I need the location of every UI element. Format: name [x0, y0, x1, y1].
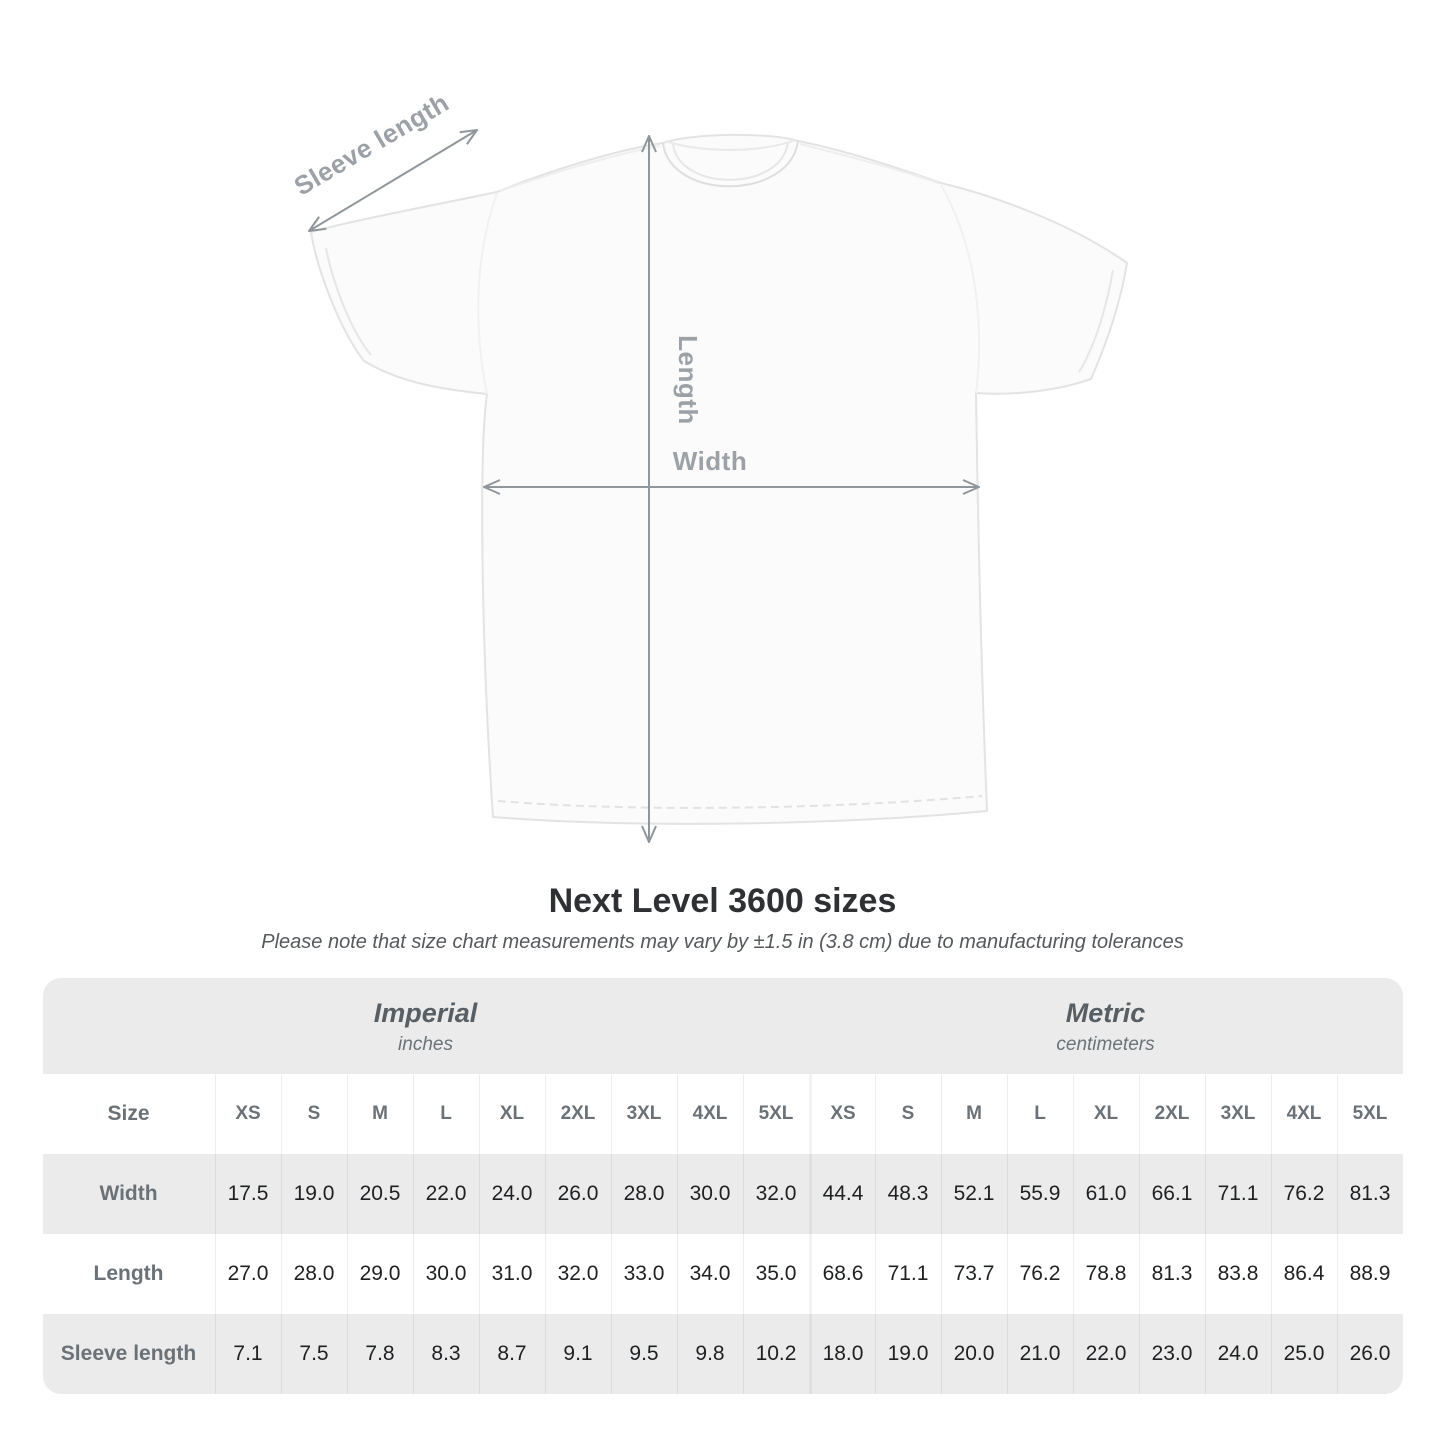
imperial-value-cell: 32.0 — [743, 1154, 809, 1234]
width-row — [43, 1154, 1403, 1234]
imperial-value-cell: 7.1 — [215, 1314, 281, 1394]
size-column-header: XL — [479, 1074, 545, 1154]
row-label-sleeve-length: Sleeve length — [60, 1342, 197, 1365]
metric-value-cell: 66.1 — [1139, 1154, 1205, 1234]
imperial-value-cell: 29.0 — [347, 1234, 413, 1314]
metric-value-cell: 71.1 — [875, 1234, 941, 1314]
metric-value-cell: 78.8 — [1073, 1234, 1139, 1314]
metric-value-cell: 76.2 — [1007, 1234, 1073, 1314]
sleeve-length-label: Sleeve length — [288, 87, 455, 202]
metric-value-cell: 81.3 — [1337, 1154, 1403, 1234]
metric-value-cell: 61.0 — [1073, 1154, 1139, 1234]
metric-value-cell: 48.3 — [875, 1154, 941, 1234]
imperial-value-cell: 24.0 — [479, 1154, 545, 1234]
units-header-band — [43, 978, 1403, 1074]
size-column-header: 4XL — [677, 1074, 743, 1154]
metric-value-cell: 44.4 — [809, 1154, 875, 1234]
size-column-header: L — [413, 1074, 479, 1154]
size-column-header: XL — [1073, 1074, 1139, 1154]
size-table — [43, 978, 1403, 1394]
metric-value-cell: 21.0 — [1007, 1314, 1073, 1394]
length-row — [43, 1234, 1403, 1314]
metric-value-cell: 88.9 — [1337, 1234, 1403, 1314]
size-column-header: 3XL — [611, 1074, 677, 1154]
size-column-header: 5XL — [1337, 1074, 1403, 1154]
metric-value-cell: 76.2 — [1271, 1154, 1337, 1234]
size-column-header: M — [941, 1074, 1007, 1154]
size-column-header: XS — [809, 1074, 875, 1154]
metric-value-cell: 19.0 — [875, 1314, 941, 1394]
imperial-value-cell: 8.7 — [479, 1314, 545, 1394]
imperial-value-cell: 33.0 — [611, 1234, 677, 1314]
size-column-header: L — [1007, 1074, 1073, 1154]
imperial-section-header — [43, 978, 809, 1074]
metric-value-cell: 73.7 — [941, 1234, 1007, 1314]
imperial-value-cell: 31.0 — [479, 1234, 545, 1314]
size-column-header: 2XL — [1139, 1074, 1205, 1154]
imperial-value-cell: 9.5 — [611, 1314, 677, 1394]
metric-value-cell: 25.0 — [1271, 1314, 1337, 1394]
metric-value-cell: 52.1 — [941, 1154, 1007, 1234]
imperial-value-cell: 9.1 — [545, 1314, 611, 1394]
metric-value-cell: 18.0 — [809, 1314, 875, 1394]
size-column-header: S — [281, 1074, 347, 1154]
imperial-value-cell: 7.5 — [281, 1314, 347, 1394]
size-column-header: XS — [215, 1074, 281, 1154]
metric-value-cell: 68.6 — [809, 1234, 875, 1314]
imperial-value-cell: 19.0 — [281, 1154, 347, 1234]
row-label-width: Width — [99, 1182, 158, 1205]
imperial-value-cell: 30.0 — [413, 1234, 479, 1314]
metric-value-cell: 20.0 — [941, 1314, 1007, 1394]
size-header-row — [43, 1074, 1403, 1154]
row-label-length: Length — [93, 1262, 164, 1285]
tshirt-graphic — [311, 135, 1127, 824]
size-column-header: 5XL — [743, 1074, 809, 1154]
size-column-header: 4XL — [1271, 1074, 1337, 1154]
metric-unit: centimeters — [1056, 1034, 1155, 1055]
metric-value-cell: 55.9 — [1007, 1154, 1073, 1234]
width-label: Width — [672, 446, 748, 476]
size-column-header: 3XL — [1205, 1074, 1271, 1154]
metric-value-cell: 86.4 — [1271, 1234, 1337, 1314]
imperial-value-cell: 30.0 — [677, 1154, 743, 1234]
metric-value-cell: 24.0 — [1205, 1314, 1271, 1394]
imperial-unit: inches — [398, 1034, 453, 1055]
imperial-value-cell: 20.5 — [347, 1154, 413, 1234]
sleeve-length-row — [43, 1314, 1403, 1394]
tshirt-body — [311, 135, 1127, 824]
page-title: Next Level 3600 sizes — [548, 882, 897, 920]
imperial-value-cell: 28.0 — [611, 1154, 677, 1234]
metric-value-cell: 83.8 — [1205, 1234, 1271, 1314]
metric-value-cell: 26.0 — [1337, 1314, 1403, 1394]
imperial-title: Imperial — [373, 998, 478, 1028]
metric-value-cell: 81.3 — [1139, 1234, 1205, 1314]
imperial-value-cell: 9.8 — [677, 1314, 743, 1394]
imperial-value-cell: 32.0 — [545, 1234, 611, 1314]
imperial-value-cell: 10.2 — [743, 1314, 809, 1394]
size-column-header: 2XL — [545, 1074, 611, 1154]
tolerance-note: Please note that size chart measurements may vary by ±1.5 in (3.8 cm) due to manufacturing tolerances — [261, 931, 1184, 953]
metric-section-header — [809, 978, 1403, 1074]
imperial-value-cell: 26.0 — [545, 1154, 611, 1234]
metric-value-cell: 22.0 — [1073, 1314, 1139, 1394]
metric-title: Metric — [1065, 998, 1146, 1028]
size-header-label: Size — [107, 1102, 150, 1125]
imperial-value-cell: 34.0 — [677, 1234, 743, 1314]
length-label: Length — [673, 335, 703, 425]
metric-value-cell: 71.1 — [1205, 1154, 1271, 1234]
metric-value-cell: 23.0 — [1139, 1314, 1205, 1394]
imperial-value-cell: 28.0 — [281, 1234, 347, 1314]
imperial-value-cell: 27.0 — [215, 1234, 281, 1314]
imperial-value-cell: 35.0 — [743, 1234, 809, 1314]
imperial-value-cell: 7.8 — [347, 1314, 413, 1394]
imperial-value-cell: 17.5 — [215, 1154, 281, 1234]
imperial-value-cell: 22.0 — [413, 1154, 479, 1234]
size-column-header: M — [347, 1074, 413, 1154]
imperial-value-cell: 8.3 — [413, 1314, 479, 1394]
size-column-header: S — [875, 1074, 941, 1154]
